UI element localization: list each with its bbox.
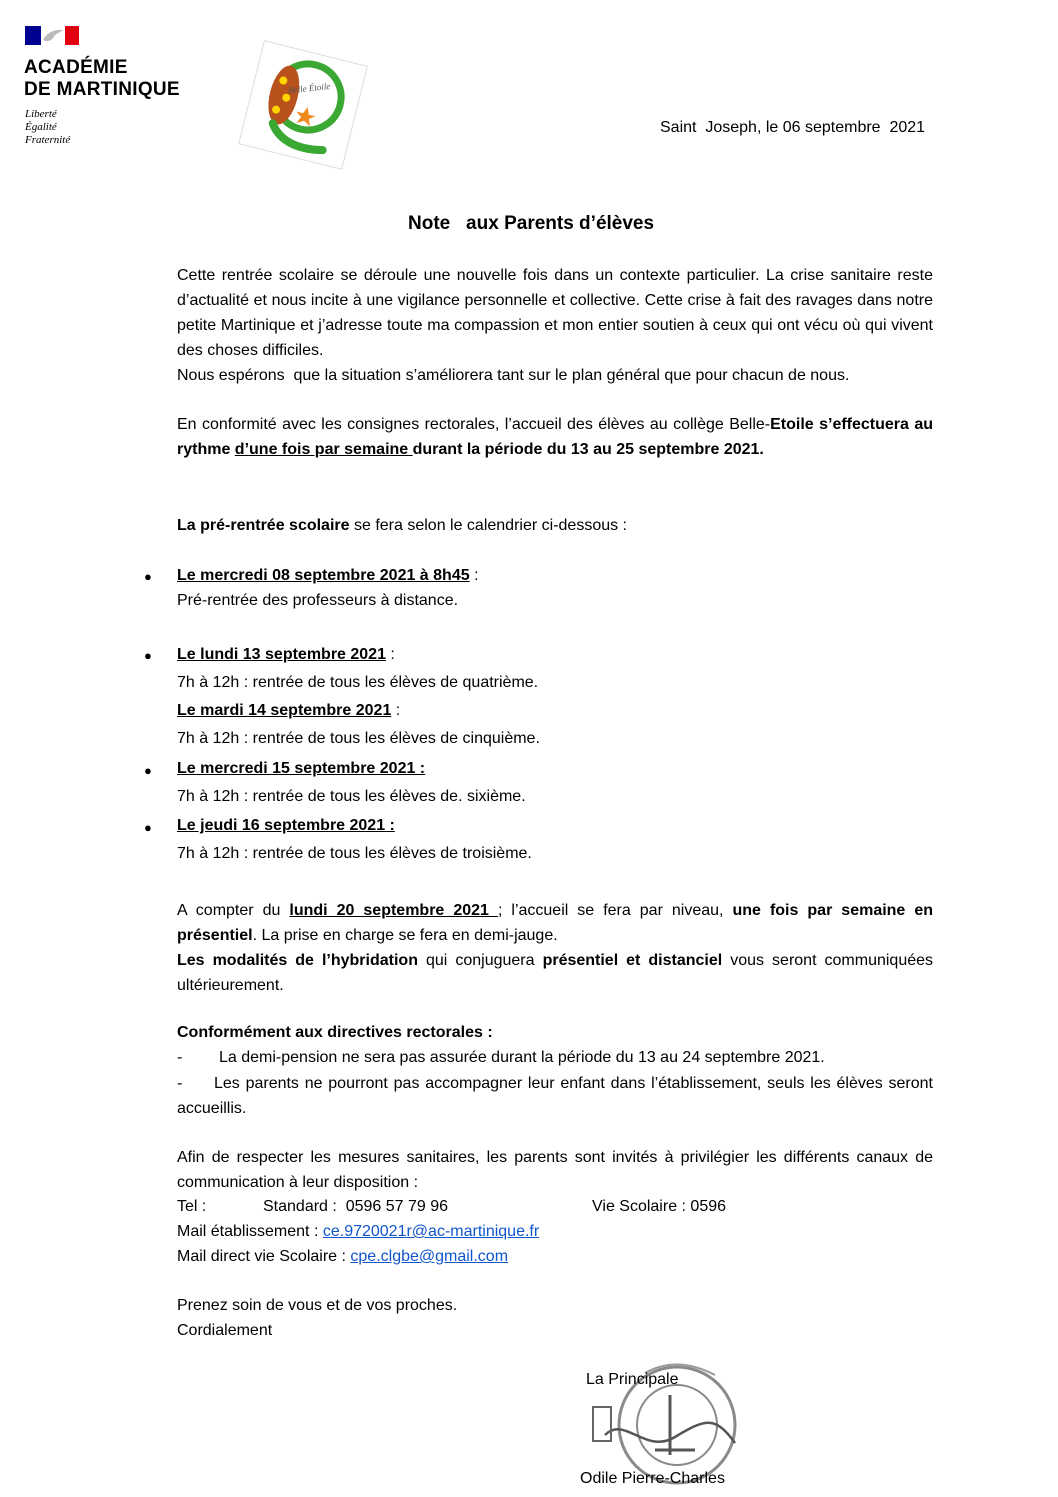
intro-paragraph: Cette rentrée scolaire se déroule une nouvelle fois dans un contexte particulier. La crise sanitaire reste d’actualité et nous incite à une vigilance personnelle et collective. Cette crise à fait des ravages dans notre petite Martinique et j’adresse toute ma compassion et mon entier soutien à ceux qui ont vécu où qui vivent des choses difficiles. [177, 267, 933, 359]
schedule-colon: : [391, 702, 401, 719]
school-email-link[interactable]: ce.9720021r@ac-martinique.fr [322, 1223, 540, 1240]
closing-greeting: Cordialement [177, 1322, 273, 1339]
schedule-desc: 7h à 12h : rentrée de tous les élèves de troisième. [177, 845, 532, 862]
from-rest: . La prise en charge se fera en demi-jauge. [252, 927, 558, 944]
prerentree-line [177, 513, 627, 538]
directives-title: Conformément aux directives rectorales : [177, 1024, 493, 1041]
conformity-paragraph [177, 412, 933, 462]
directive-text: La demi-pension ne sera pas assurée durant la période du 13 au 24 septembre 2021. [219, 1049, 825, 1066]
intro-paragraph-2: Nous espérons que la situation s’améliorera tant sur le plan général que pour chacun de nous. [177, 367, 850, 384]
conformity-text: En conformité avec les consignes rectorales, l’accueil des élèves au collège Belle- [177, 416, 771, 433]
schedule-desc: 7h à 12h : rentrée de tous les élèves de quatrième. [177, 674, 539, 691]
prerentree-rest: se fera selon le calendrier ci-dessous : [349, 517, 627, 534]
tel-label: Tel : [177, 1198, 207, 1215]
mail-vs-line [177, 1244, 508, 1269]
bullet-icon: ● [144, 820, 152, 835]
directive-text: Les parents ne pourront pas accompagner leur enfant dans l’établissement, seuls les élèves seront accueillis. [177, 1075, 933, 1117]
from-date: lundi 20 septembre 2021 [289, 902, 498, 919]
vie-scolaire-phone: Vie Scolaire : 0596 [592, 1198, 727, 1215]
prerentree-bold: La pré-rentrée scolaire [177, 517, 350, 534]
vie-scolaire-email-link[interactable]: cpe.clgbe@gmail.com [350, 1248, 509, 1265]
page-title: Note aux Parents d’élèves [408, 213, 655, 234]
schedule-item [177, 813, 532, 866]
signature-name: Odile Pierre-Charles [580, 1470, 725, 1487]
schedule-colon: : [385, 646, 395, 663]
directive-item: - Les parents ne pourront pas accompagner leur enfant dans l’établissement, seuls les élèves seront accueillis. [177, 1075, 933, 1117]
schedule-desc: 7h à 12h : rentrée de tous les élèves de cinquième. [177, 730, 540, 747]
closing-line: Prenez soin de vous et de vos proches. [177, 1297, 458, 1314]
schedule-date: Le mercredi 15 septembre 2021 : [177, 760, 426, 777]
schedule-date: Le mardi 14 septembre 2021 [177, 702, 392, 719]
conformity-bold-period: durant la période du 13 au 25 septembre 2021. [412, 441, 764, 458]
schedule-date: Le lundi 13 septembre 2021 [177, 646, 386, 663]
conformity-bold: Etoile s’effectuera au rythme [177, 416, 933, 458]
schedule-date: Le mercredi 08 septembre 2021 à 8h45 [177, 567, 470, 584]
hybridation-paragraph [177, 948, 933, 998]
hybridation-bold: Les modalités de l’hybridation [177, 952, 418, 969]
schedule-item [177, 698, 540, 751]
mail-line [177, 1219, 539, 1244]
signature-role: La Principale [586, 1371, 679, 1388]
schedule-colon: : [469, 567, 479, 584]
bullet-icon: ● [144, 763, 152, 778]
standard-phone: Standard : 0596 57 79 96 [263, 1198, 449, 1215]
mail-label: Mail établissement : [177, 1223, 323, 1240]
academy-name: ACADÉMIE DE MARTINIQUE [24, 57, 180, 100]
republic-motto: Liberté Égalité Fraternité [25, 108, 71, 146]
bullet-icon: ● [144, 648, 152, 663]
contact-intro: Afin de respecter les mesures sanitaires, les parents sont invités à privilégier les différents canaux de communication à leur disposition : [177, 1149, 933, 1191]
republic-flag-icon [25, 26, 81, 46]
directive-item: - La demi-pension ne sera pas assurée durant la période du 13 au 24 septembre 2021. [177, 1049, 825, 1066]
conformity-underline: d’une fois par semaine [234, 441, 413, 458]
hybridation-rest: vous seront communiquées ultérieurement. [177, 952, 934, 994]
schedule-item [177, 563, 479, 613]
school-logo [238, 40, 368, 170]
hybridation-mid: qui conjuguera [417, 952, 543, 969]
from-prefix: A compter du [177, 902, 290, 919]
from-bold: une fois par semaine en présentiel [177, 902, 934, 944]
schedule-desc: Pré-rentrée des professeurs à distance. [177, 592, 459, 609]
date-line: Saint Joseph, le 06 septembre 2021 [660, 119, 926, 136]
schedule-date: Le jeudi 16 septembre 2021 : [177, 817, 395, 834]
from-mid: ; l’accueil se fera par niveau, [497, 902, 733, 919]
schedule-desc: 7h à 12h : rentrée de tous les élèves de. sixième. [177, 788, 526, 805]
from-date-paragraph [177, 898, 933, 948]
mail-vs-label: Mail direct vie Scolaire : [177, 1248, 351, 1265]
hybridation-bold-2: présentiel et distanciel [542, 952, 723, 969]
svg-text:Belle Étoile: Belle Étoile [287, 81, 331, 96]
schedule-item [177, 756, 526, 809]
schedule-item [177, 642, 538, 695]
bullet-icon: ● [144, 569, 152, 584]
